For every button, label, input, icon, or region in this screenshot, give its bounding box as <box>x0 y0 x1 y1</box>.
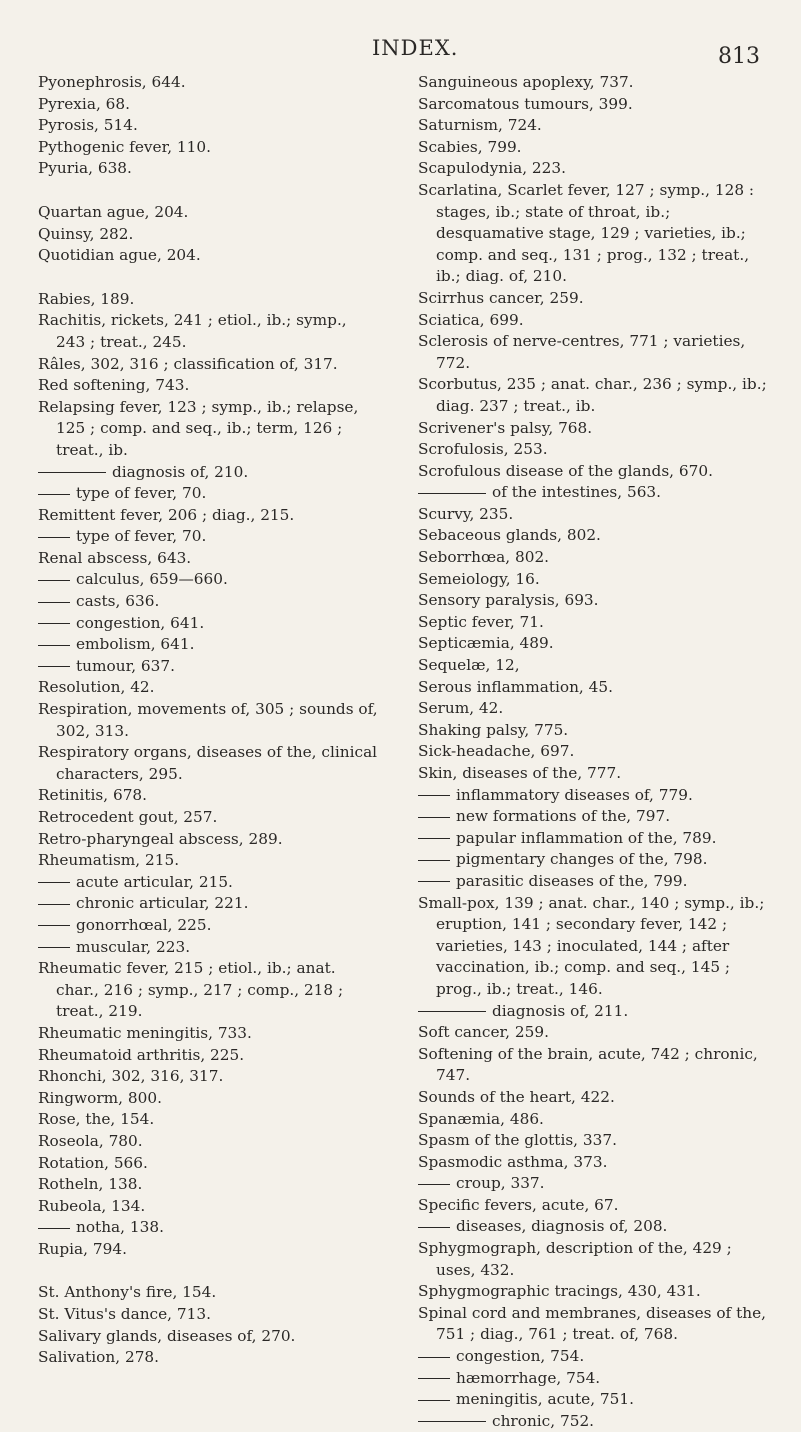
index-entry <box>418 655 770 677</box>
entry-text: Rachitis, rickets, 241 ; etiol., ib.; symp., 243 ; treat., 245. <box>38 311 347 351</box>
entry-text: Softening of the brain, acute, 742 ; chronic, 747. <box>418 1044 758 1085</box>
index-entry <box>418 115 770 137</box>
index-entry <box>38 289 378 311</box>
entry-text: Pyuria, 638. <box>38 159 132 178</box>
index-subentry <box>418 1216 770 1238</box>
index-entry <box>38 397 378 462</box>
entry-text: Sphygmograph, description of the, 429 ; uses, 432. <box>418 1239 732 1279</box>
entry-text: Sclerosis of nerve-centres, 771 ; varieties, 772. <box>418 332 746 372</box>
entry-text: diseases, diagnosis of, 208. <box>456 1217 668 1236</box>
index-column-left <box>38 72 378 1369</box>
ditto-rule <box>418 817 450 818</box>
entry-text: muscular, 223. <box>76 937 191 956</box>
index-entry <box>38 1174 378 1196</box>
entry-text: Seborrhœa, 802. <box>418 548 550 567</box>
index-entry <box>418 741 770 763</box>
entry-text: Pyonephrosis, 644. <box>38 73 186 91</box>
ditto-rule <box>418 795 450 796</box>
entry-text: inflammatory diseases of, 779. <box>456 785 693 804</box>
index-subentry <box>418 1346 770 1368</box>
ditto-rule <box>38 580 70 581</box>
index-entry <box>418 418 770 440</box>
index-entry <box>418 525 770 547</box>
entry-text: Sphygmographic tracings, 430, 431. <box>418 1282 701 1301</box>
entry-text: Renal abscess, 643. <box>38 548 192 567</box>
entry-text: Skin, diseases of the, 777. <box>418 764 622 782</box>
entry-text: Rotheln, 138. <box>38 1175 143 1194</box>
index-entry <box>38 785 378 807</box>
entry-text: Scrofulous disease of the glands, 670. <box>418 461 713 480</box>
index-entry <box>418 374 770 417</box>
index-entry <box>418 633 770 655</box>
index-entry <box>418 180 770 288</box>
index-entry <box>418 461 770 483</box>
index-subentry <box>418 482 770 504</box>
index-entry <box>38 699 378 742</box>
index-entry <box>38 375 378 397</box>
index-subentry <box>418 806 770 828</box>
index-entry <box>38 115 378 137</box>
entry-text: Serum, 42. <box>418 699 504 718</box>
entry-text: Sciatica, 699. <box>418 310 524 329</box>
entry-text: Rheumatic fever, 215 ; etiol., ib.; anat. char., 216 ; symp., 217 ; comp., 218 ; treat., 219. <box>38 959 344 1021</box>
index-entry <box>418 1303 770 1346</box>
index-entry <box>418 72 770 94</box>
index-entry <box>418 677 770 699</box>
ditto-rule <box>38 904 70 905</box>
entry-text: Sebaceous glands, 802. <box>418 526 601 545</box>
ditto-rule <box>38 537 70 538</box>
index-entry <box>38 850 378 872</box>
entry-text: tumour, 637. <box>76 656 175 675</box>
index-entry <box>38 505 378 527</box>
index-entry <box>38 1066 378 1088</box>
entry-text: papular inflammation of the, 789. <box>456 828 717 847</box>
entry-text: Specific fevers, acute, 67. <box>418 1195 619 1214</box>
entry-text: Scirrhus cancer, 259. <box>418 288 584 307</box>
entry-text: calculus, 659—660. <box>76 570 228 589</box>
index-entry <box>418 1044 770 1087</box>
index-entry <box>38 548 378 570</box>
entry-text: chronic, 752. <box>492 1411 595 1430</box>
entry-text: of the intestines, 563. <box>492 483 662 502</box>
entry-text: Retinitis, 678. <box>38 786 148 805</box>
entry-text: Rheumatism, 215. <box>38 851 180 870</box>
index-entry <box>38 137 378 159</box>
index-subentry <box>418 785 770 807</box>
page-number: 813 <box>718 44 760 69</box>
index-entry <box>38 94 378 116</box>
index-entry <box>418 1022 770 1044</box>
entry-text: gonorrhœal, 225. <box>76 915 212 934</box>
entry-text: Shaking palsy, 775. <box>418 720 569 739</box>
ditto-rule <box>38 623 70 624</box>
entry-text: Retro-pharyngeal abscess, 289. <box>38 829 283 848</box>
index-entry <box>38 72 378 94</box>
index-entry <box>38 1088 378 1110</box>
index-entry <box>38 829 378 851</box>
entry-text: St. Vitus's dance, 713. <box>38 1305 211 1324</box>
index-entry <box>418 569 770 591</box>
index-subentry <box>418 871 770 893</box>
entry-text: Rhonchi, 302, 316, 317. <box>38 1067 224 1086</box>
entry-text: acute articular, 215. <box>76 872 233 891</box>
ditto-rule <box>418 1378 450 1379</box>
entry-text: Scapulodynia, 223. <box>418 159 566 178</box>
index-entry <box>38 677 378 699</box>
entry-text: pigmentary changes of the, 798. <box>456 850 708 869</box>
entry-text: Rabies, 189. <box>38 289 135 308</box>
entry-text: St. Anthony's fire, 154. <box>38 1283 217 1302</box>
index-subentry <box>38 893 378 915</box>
index-entry <box>38 1239 378 1261</box>
index-entry <box>38 1282 378 1304</box>
index-column-right <box>418 72 770 1432</box>
index-entry <box>418 331 770 374</box>
index-entry <box>38 158 378 180</box>
index-entry <box>418 547 770 569</box>
entry-text: Respiratory organs, diseases of the, clinical characters, 295. <box>38 743 378 783</box>
index-entry <box>418 288 770 310</box>
index-entry <box>418 763 770 785</box>
index-entry <box>38 1196 378 1218</box>
entry-text: Sounds of the heart, 422. <box>418 1087 615 1106</box>
entry-text: Spasmodic asthma, 373. <box>418 1152 608 1171</box>
entry-text: Quinsy, 282. <box>38 224 134 243</box>
index-entry <box>38 224 378 246</box>
index-entry <box>38 202 378 224</box>
ditto-rule <box>38 494 70 495</box>
entry-text: Scrofulosis, 253. <box>418 440 548 459</box>
index-subentry <box>418 1389 770 1411</box>
index-entry <box>38 1045 378 1067</box>
entry-text: Septicæmia, 489. <box>418 634 554 653</box>
index-entry <box>418 137 770 159</box>
entry-text: Ringworm, 800. <box>38 1088 162 1107</box>
ditto-rule <box>38 947 70 948</box>
ditto-rule <box>38 925 70 926</box>
entry-text: Quartan ague, 204. <box>38 202 189 221</box>
index-entry <box>418 1152 770 1174</box>
entry-text: Rubeola, 134. <box>38 1196 146 1215</box>
index-subentry <box>38 462 378 484</box>
entry-text: diagnosis of, 210. <box>112 462 249 481</box>
entry-text: Roseola, 780. <box>38 1131 143 1150</box>
ditto-rule <box>38 472 106 473</box>
index-entry <box>418 1238 770 1281</box>
index-subentry <box>38 591 378 613</box>
ditto-rule <box>418 860 450 861</box>
entry-text: Spanæmia, 486. <box>418 1109 544 1128</box>
entry-text: Sanguineous apoplexy, 737. <box>418 73 634 91</box>
entry-text: Remittent fever, 206 ; diag., 215. <box>38 505 295 524</box>
index-entry <box>418 439 770 461</box>
entry-text: Rotation, 566. <box>38 1153 148 1172</box>
index-entry <box>418 1087 770 1109</box>
index-entry <box>418 893 770 1001</box>
entry-text: Relapsing fever, 123 ; symp., ib.; relapse, 125 ; comp. and seq., ib.; term, 126 ; treat., ib. <box>38 397 359 459</box>
entry-text: Sarcomatous tumours, 399. <box>418 94 633 113</box>
entry-text: Retrocedent gout, 257. <box>38 808 218 826</box>
entry-text: Pyrosis, 514. <box>38 116 138 135</box>
index-subentry <box>38 526 378 548</box>
ditto-rule <box>418 881 450 882</box>
index-subentry <box>418 849 770 871</box>
entry-text: Rose, the, 154. <box>38 1110 155 1129</box>
entry-text: Red softening, 743. <box>38 376 190 395</box>
ditto-rule <box>38 602 70 603</box>
entry-text: Sensory paralysis, 693. <box>418 591 599 610</box>
entry-text: type of fever, 70. <box>76 527 207 546</box>
index-subentry <box>38 569 378 591</box>
entry-text: congestion, 754. <box>456 1347 585 1366</box>
index-entry <box>418 158 770 180</box>
entry-text: Scorbutus, 235 ; anat. char., 236 ; symp., ib.; diag. 237 ; treat., ib. <box>418 375 767 415</box>
index-subentry <box>418 1173 770 1195</box>
index-entry <box>38 1109 378 1131</box>
entry-text: hæmorrhage, 754. <box>456 1368 601 1387</box>
index-subentry <box>38 634 378 656</box>
index-subentry <box>38 613 378 635</box>
index-subentry <box>38 483 378 505</box>
index-subentry <box>418 828 770 850</box>
index-subentry <box>38 915 378 937</box>
index-entry <box>38 1347 378 1369</box>
entry-text: Râles, 302, 316 ; classification of, 317. <box>38 354 338 373</box>
index-entry <box>418 612 770 634</box>
index-entry <box>38 742 378 785</box>
entry-text: Rheumatoid arthritis, 225. <box>38 1045 245 1064</box>
ditto-rule <box>418 493 486 494</box>
index-entry <box>418 94 770 116</box>
entry-text: Soft cancer, 259. <box>418 1023 549 1042</box>
ditto-rule <box>418 1421 486 1422</box>
entry-text: diagnosis of, 211. <box>492 1001 629 1020</box>
entry-text: meningitis, acute, 751. <box>456 1390 634 1409</box>
entry-text: congestion, 641. <box>76 613 205 632</box>
index-entry <box>38 1304 378 1326</box>
entry-text: Serous inflammation, 45. <box>418 677 613 696</box>
entry-text: Spasm of the glottis, 337. <box>418 1131 617 1150</box>
index-entry <box>418 1281 770 1303</box>
index-subentry <box>418 1368 770 1390</box>
index-entry <box>38 807 378 829</box>
entry-text: Saturnism, 724. <box>418 116 542 135</box>
ditto-rule <box>418 1400 450 1401</box>
index-entry <box>418 1130 770 1152</box>
entry-text: Pythogenic fever, 110. <box>38 137 211 156</box>
entry-text: new formations of the, 797. <box>456 807 671 826</box>
index-entry <box>38 354 378 376</box>
page-title: INDEX. <box>372 36 459 60</box>
index-subentry <box>38 872 378 894</box>
index-entry <box>418 698 770 720</box>
index-subentry <box>38 937 378 959</box>
index-subentry <box>38 656 378 678</box>
ditto-rule <box>418 1357 450 1358</box>
page-header <box>0 36 801 69</box>
entry-text: Quotidian ague, 204. <box>38 246 201 265</box>
index-subentry <box>418 1001 770 1023</box>
entry-text: Sequelæ, 12, <box>418 656 520 675</box>
ditto-rule <box>38 882 70 883</box>
index-entry <box>418 1109 770 1131</box>
entry-text: Resolution, 42. <box>38 678 155 697</box>
entry-text: Scurvy, 235. <box>418 504 514 523</box>
entry-text: embolism, 641. <box>76 635 195 654</box>
index-entry <box>38 1131 378 1153</box>
entry-text: Rupia, 794. <box>38 1239 127 1258</box>
index-entry <box>418 310 770 332</box>
section-gap <box>38 267 378 289</box>
entry-text: Spinal cord and membranes, diseases of the, 751 ; diag., 761 ; treat. of, 768. <box>418 1303 766 1344</box>
entry-text: Scabies, 799. <box>418 137 522 156</box>
section-gap <box>38 180 378 202</box>
entry-text: Rheumatic meningitis, 733. <box>38 1023 252 1042</box>
ditto-rule <box>38 1228 70 1229</box>
ditto-rule <box>38 666 70 667</box>
entry-text: Scarlatina, Scarlet fever, 127 ; symp., 128 : stages, ib.; state of throat, ib.; desquamative stage, 129 ; varieties, ib.; comp. and seq., 131 ; prog., 132 ; treat., ib.; diag. of, 210. <box>418 180 755 286</box>
entry-text: Respiration, movements of, 305 ; sounds of, 302, 313. <box>38 700 378 740</box>
ditto-rule <box>38 645 70 646</box>
section-gap <box>38 1260 378 1282</box>
entry-text: Sick-headache, 697. <box>418 742 575 761</box>
entry-text: croup, 337. <box>456 1174 545 1193</box>
index-entry <box>38 1326 378 1348</box>
index-entry <box>418 504 770 526</box>
entry-text: casts, 636. <box>76 592 160 611</box>
index-entry <box>38 1153 378 1175</box>
entry-text: Semeiology, 16. <box>418 569 540 588</box>
index-subentry <box>418 1411 770 1432</box>
index-subentry <box>38 1217 378 1239</box>
entry-text: notha, 138. <box>76 1218 164 1237</box>
entry-text: Septic fever, 71. <box>418 612 544 631</box>
index-entry <box>418 590 770 612</box>
ditto-rule <box>418 1011 486 1012</box>
entry-text: Salivary glands, diseases of, 270. <box>38 1326 296 1345</box>
index-entry <box>38 1023 378 1045</box>
entry-text: type of fever, 70. <box>76 484 207 503</box>
index-entry <box>418 720 770 742</box>
entry-text: Small-pox, 139 ; anat. char., 140 ; symp., ib.; eruption, 141 ; secondary fever, 142 ; varieties, 143 ; inoculated, 144 ; after vaccination, ib.; comp. and seq., 145 ; prog., ib.; treat., 146. <box>418 893 765 998</box>
index-entry <box>418 1195 770 1217</box>
ditto-rule <box>418 1227 450 1228</box>
index-entry <box>38 958 378 1023</box>
ditto-rule <box>418 838 450 839</box>
entry-text: Salivation, 278. <box>38 1348 160 1367</box>
index-entry <box>38 310 378 353</box>
entry-text: Pyrexia, 68. <box>38 94 130 113</box>
ditto-rule <box>418 1184 450 1185</box>
entry-text: Scrivener's palsy, 768. <box>418 418 593 437</box>
entry-text: parasitic diseases of the, 799. <box>456 871 688 890</box>
entry-text: chronic articular, 221. <box>76 894 249 913</box>
index-entry <box>38 245 378 267</box>
